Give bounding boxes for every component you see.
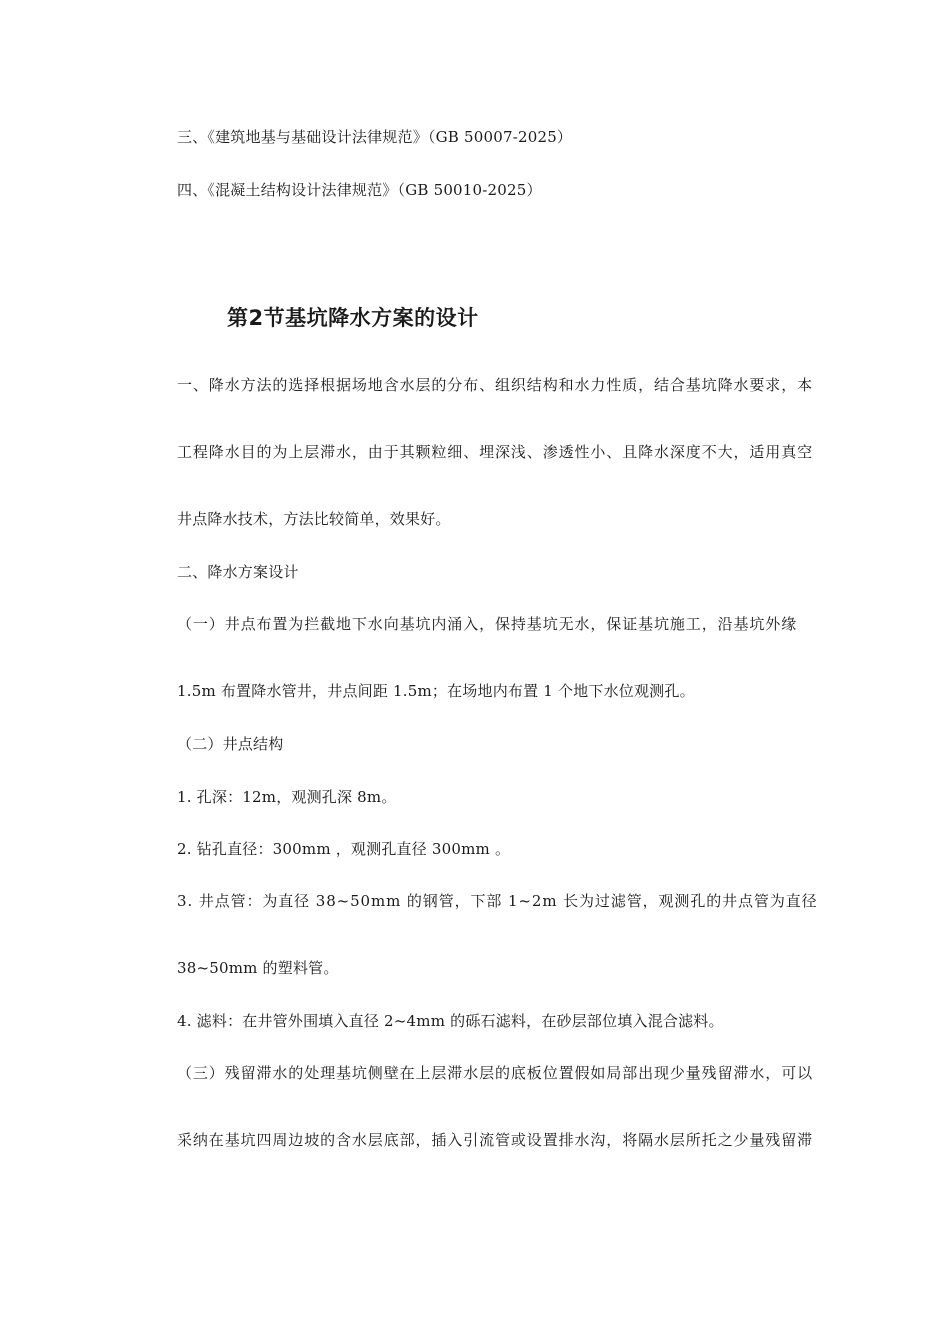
section-title: 第2节基坑降水方案的设计 [227,306,479,330]
paragraph-1-line-2: 工程降水目的为上层滞水，由于其颗粒细、埋深浅、渗透性小、且降水深度不大，适用真空 [177,443,814,461]
paragraph-1-line-3: 井点降水技术，方法比较简单，效果好。 [177,510,451,528]
paragraph-2-line-2: 1.5m 布置降水管井，井点间距 1.5m；在场地内布置 1 个地下水位观测孔。 [177,682,695,700]
reference-item-3: 三、《建筑地基与基础设计法律规范》（GB 50007-2025） [177,128,573,146]
paragraph-3-line-2: 采纳在基坑四周边坡的含水层底部，插入引流管或设置排水沟，将隔水层所托之少量残留滞 [177,1131,814,1149]
list-item-2: 2. 钻孔直径：300mm ，观测孔直径 300mm 。 [177,840,511,858]
paragraph-1-line-1: 一、降水方法的选择根据场地含水层的分布、组织结构和水力性质，结合基坑降水要求，本 [177,376,814,394]
paragraph-3-line-1: （三）残留滞水的处理基坑侧壁在上层滞水层的底板位置假如局部出现少量残留滞水，可以 [177,1064,814,1082]
list-item-1: 1. 孔深：12m，观测孔深 8m。 [177,788,397,806]
reference-item-4: 四、《混凝土结构设计法律规范》（GB 50010-2025） [177,181,542,199]
paragraph-2-line-1: （一）井点布置为拦截地下水向基坑内涌入，保持基坑无水，保证基坑施工，沿基坑外缘 [177,615,798,633]
list-item-4: 4. 滤料：在井管外围填入直径 2~4mm 的砾石滤料，在砂层部位填入混合滤料。 [177,1012,724,1030]
list-item-3-line-1: 3. 井点管：为直径 38~50mm 的钢管，下部 1~2m 长为过滤管，观测孔的井点管为直径 [177,892,818,910]
subheading-well-structure: （二）井点结构 [177,735,284,753]
subheading-dewatering-design: 二、降水方案设计 [177,563,299,581]
list-item-3-line-2: 38~50mm 的塑料管。 [177,959,339,977]
